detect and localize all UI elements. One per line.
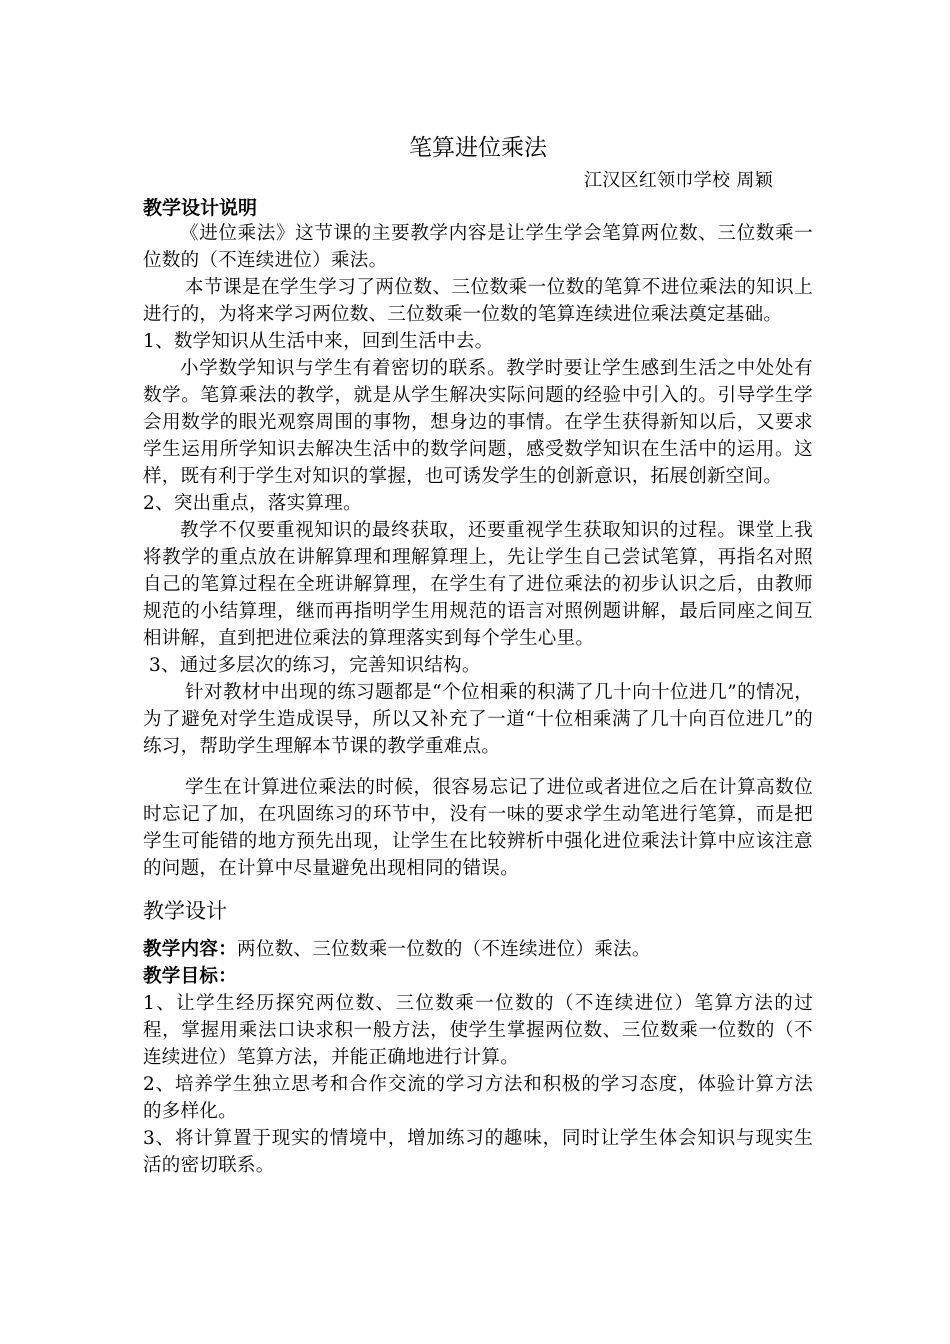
goal-3: 3、将计算置于现实的情境中，增加练习的趣味，同时让学生体会知识与现实生活的密切联系。 — [143, 1128, 813, 1176]
section-heading-teaching-design: 教学设计 — [143, 899, 227, 923]
goal-2: 2、培养学生独立思考和合作交流的学习方法和积极的学习态度，体验计算方法的多样化。 — [143, 1074, 813, 1122]
teaching-goals-line — [143, 963, 813, 990]
teaching-content-line — [143, 936, 813, 963]
point-2-title: 2、突出重点，落实算理。 — [143, 493, 362, 514]
document-title: 笔算进位乘法 — [409, 135, 547, 161]
section-heading-design-notes: 教学设计说明 — [143, 197, 258, 219]
point-3-title: 3、通过多层次的练习，完善知识结构。 — [149, 655, 481, 676]
document-page — [143, 130, 813, 1179]
closing-paragraph: 学生在计算进位乘法的时候，很容易忘记了进位或者进位之后在计算高数位时忘记了加，在巩固练习的环节中，没有一味的要求学生动笔进行笔算，而是把学生可能错的地方预先出现，让学生在比较辨析中强化进位乘法计算中应该注意的问题，在计算中尽量避免出现相同的错误。 — [143, 777, 813, 879]
background-paragraph: 本节课是在学生学习了两位数、三位数乘一位数的笔算不进位乘法的知识上进行的，为将来学习两位数、三位数乘一位数的笔算连续进位乘法奠定基础。 — [143, 277, 813, 325]
paragraph-spacer — [143, 760, 813, 774]
goal-1: 1、让学生经历探究两位数、三位数乘一位数的（不连续进位）笔算方法的过程，掌握用乘法口诀求积一般方法，使学生掌握两位数、三位数乘一位数的（不连续进位）笔算方法，并能正确地进行计算。 — [143, 993, 813, 1068]
point-2-body: 教学不仅要重视知识的最终获取，还要重视学生获取知识的过程。课堂上我将教学的重点放在讲解算理和理解算理上，先让学生自己尝试笔算，再指名对照自己的笔算过程在全班讲解算理，在学生有了进位乘法的初步认识之后，由教师规范的小结算理，继而再指明学生用规范的语言对照例题讲解，最后同座之间互相讲解，直到把进位乘法的算理落实到每个学生心里。 — [143, 520, 813, 649]
teaching-content-label: 教学内容： — [143, 939, 238, 960]
point-3-body: 针对教材中出现的练习题都是“个位相乘的积满了几十向十位进几”的情况，为了避免对学生造成误导，所以又补充了一道“十位相乘满了几十向百位进几”的练习，帮助学生理解本节课的教学重难点。 — [143, 682, 813, 757]
author-line: 江汉区红领巾学校 周颖 — [583, 170, 773, 191]
point-1-title: 1、数学知识从生活中来，回到生活中去。 — [143, 331, 494, 352]
teaching-goals-label: 教学目标： — [143, 966, 238, 987]
point-1-body: 小学数学知识与学生有着密切的联系。教学时要让学生感到生活之中处处有数学。笔算乘法的教学，就是从学生解决实际问题的经验中引入的。引导学生学会用数学的眼光观察周围的事物，想身边的事情。在学生获得新知以后，又要求学生运用所学知识去解决生活中的数学问题，感受数学知识在生活中的运用。这样，既有利于学生对知识的掌握，也可诱发学生的创新意识，拓展创新空间。 — [143, 358, 813, 487]
intro-paragraph: 《进位乘法》这节课的主要教学内容是让学生学会笔算两位数、三位数乘一位数的（不连续进位）乘法。 — [143, 223, 813, 271]
teaching-content-text: 两位数、三位数乘一位数的（不连续进位）乘法。 — [237, 939, 651, 960]
